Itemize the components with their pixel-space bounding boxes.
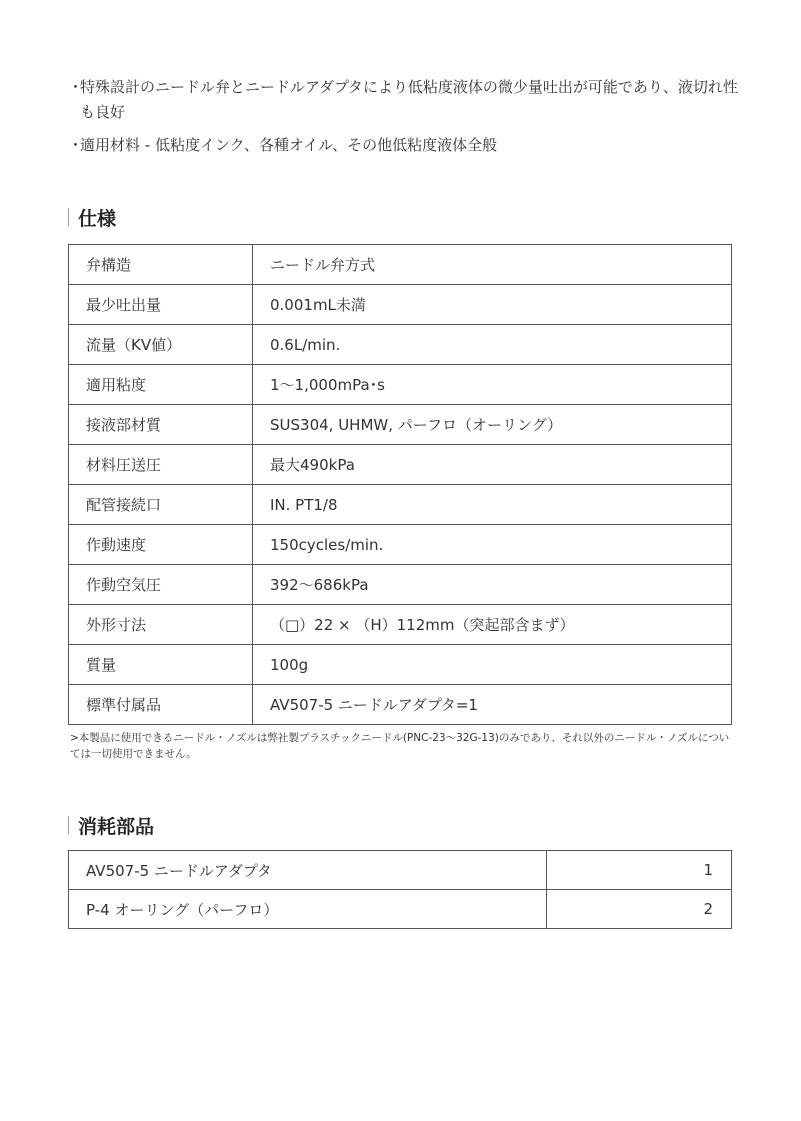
table-row — [69, 365, 732, 405]
spec-value: 1〜1,000mPa･s — [253, 365, 732, 405]
feature-item — [68, 133, 748, 158]
table-row — [69, 890, 732, 929]
spec-value: AV507-5 ニードルアダプタ=1 — [253, 685, 732, 725]
usage-note: >本製品に使用できるニードル・ノズルは弊社製プラスチックニードル(PNC-23〜32G-13)のみであり、それ以外のニードル・ノズルについては一切使用できません。 — [70, 732, 730, 760]
spec-key: 外形寸法 — [69, 605, 253, 645]
consumables-heading — [68, 813, 154, 837]
spec-value: （□）22 × （H）112mm（突起部含まず） — [253, 605, 732, 645]
spec-heading — [68, 205, 116, 229]
table-row — [69, 565, 732, 605]
spec-value: 0.6L/min. — [253, 325, 732, 365]
heading-bar — [68, 816, 69, 834]
table-row — [69, 285, 732, 325]
table-row — [69, 485, 732, 525]
spec-key: 材料圧送圧 — [69, 445, 253, 485]
feature-text: 特殊設計のニードル弁とニードルアダプタにより低粘度液体の微少量吐出が可能であり、液切れ性も良好 — [80, 78, 738, 121]
table-row — [69, 851, 732, 890]
table-row — [69, 685, 732, 725]
bullet-marker: ・ — [68, 136, 84, 154]
spec-value: SUS304, UHMW, パーフロ（オーリング） — [253, 405, 732, 445]
table-row — [69, 605, 732, 645]
spec-key: 作動空気圧 — [69, 565, 253, 605]
part-name: AV507-5 ニードルアダプタ — [69, 851, 547, 890]
heading-bar — [68, 208, 69, 226]
table-row — [69, 525, 732, 565]
table-row — [69, 325, 732, 365]
spec-value: IN. PT1/8 — [253, 485, 732, 525]
consumables-heading-text: 消耗部品 — [78, 815, 155, 838]
table-row — [69, 445, 732, 485]
spec-value: 0.001mL未満 — [253, 285, 732, 325]
spec-value: 100g — [253, 645, 732, 685]
table-row — [69, 245, 732, 285]
spec-key: 流量（KV値） — [69, 325, 253, 365]
part-name: P-4 オーリング（パーフロ） — [69, 890, 547, 929]
spec-table — [68, 244, 732, 725]
feature-text: 適用材料 - 低粘度インク、各種オイル、その他低粘度液体全般 — [80, 136, 498, 154]
spec-heading-text: 仕様 — [78, 207, 117, 230]
spec-value: ニードル弁方式 — [253, 245, 732, 285]
spec-key: 弁構造 — [69, 245, 253, 285]
feature-list — [68, 75, 748, 166]
spec-key: 作動速度 — [69, 525, 253, 565]
spec-key: 適用粘度 — [69, 365, 253, 405]
part-quantity: 1 — [547, 851, 732, 890]
spec-key: 接液部材質 — [69, 405, 253, 445]
spec-key: 配管接続口 — [69, 485, 253, 525]
spec-value: 最大490kPa — [253, 445, 732, 485]
table-row — [69, 405, 732, 445]
part-quantity: 2 — [547, 890, 732, 929]
bullet-marker: ・ — [68, 78, 84, 96]
spec-key: 最少吐出量 — [69, 285, 253, 325]
feature-item — [68, 75, 748, 125]
spec-value: 150cycles/min. — [253, 525, 732, 565]
spec-value: 392〜686kPa — [253, 565, 732, 605]
consumables-table — [68, 850, 732, 929]
table-row — [69, 645, 732, 685]
spec-key: 標準付属品 — [69, 685, 253, 725]
spec-key: 質量 — [69, 645, 253, 685]
